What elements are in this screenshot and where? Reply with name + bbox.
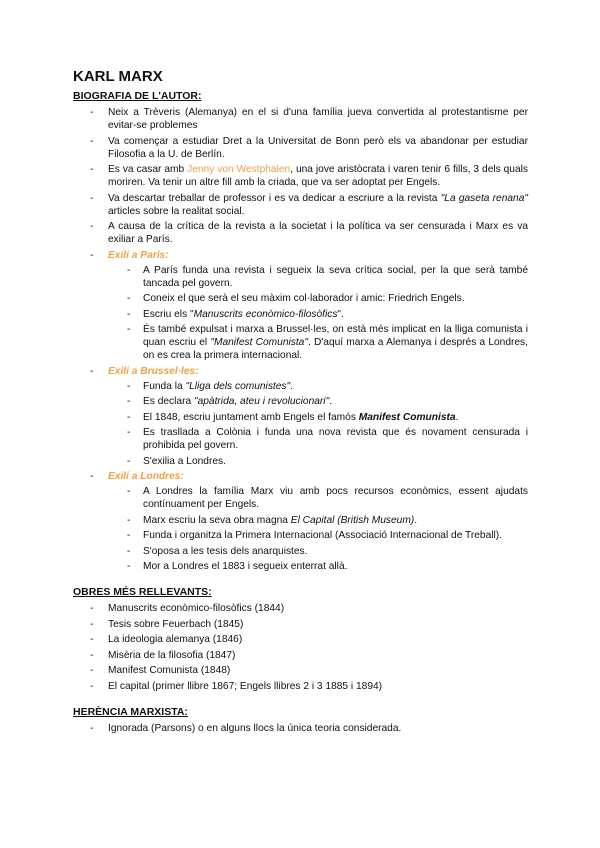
list-item: - Coneix el que serà el seu màxim col·laborador i amic: Friedrich Engels. [108,292,528,305]
list-item: - Marx escriu la seva obra magna El Capital (British Museum). [108,514,528,527]
page-title: KARL MARX [73,68,163,85]
london-list [108,485,528,573]
highlighted-name: Jenny von Westphalen [187,164,291,175]
list-item: - Funda i organitza la Primera Internacional (Associació Internacional de Treball). [108,529,528,542]
list-item: - Va descartar treballar de professor i es va dedicar a escriure a la revista "La gaseta renana" articles sobre la realitat social. [73,192,528,218]
list-item: - Manifest Comunista (1848) [73,664,528,677]
biography-list [73,106,528,573]
works-heading: OBRES MÉS RELLEVANTS: [73,586,212,598]
list-item: - Es trasllada a Colònia i funda una nova revista que és novament censurada i prohibida pel govern. [108,426,528,452]
subsection-brussels [73,365,528,468]
subsection-paris [73,249,528,363]
list-item: - Va començar a estudiar Dret a la Universitat de Bonn però els va abandonar per estudiar Filosofia a la U. de Berlín. [73,135,528,161]
subsection-label: Exili a París: [108,249,169,261]
brussels-list [108,380,528,468]
list-item: - Neix a Trèveris (Alemanya) en el si d'una família jueva convertida al protestantisme per evitar-se problemes [73,106,528,132]
list-item: - Manuscrits econòmico-filosòfics (1844) [73,602,528,615]
legacy-heading: HERÈNCIA MARXISTA: [73,705,188,718]
list-item: - Es declara "apàtrida, ateu i revolucionari". [108,395,528,408]
paris-list [108,264,528,363]
list-item: - Escriu els "Manuscrits econòmico-filosòfics". [108,308,528,321]
biography-heading: BIOGRAFIA DE L'AUTOR: [73,90,202,102]
list-item: - A causa de la crítica de la revista a la societat i la política va ser censurada i Marx es va exiliar a París. [73,220,528,246]
subsection-london [73,470,528,573]
list-item: - Tesis sobre Feuerbach (1845) [73,618,528,631]
list-item: - S'exilia a Londres. [108,455,528,468]
list-item: - S'oposa a les tesis dels anarquistes. [108,545,528,558]
list-item: - El 1848, escriu juntament amb Engels el famós Manifest Comunista. [108,411,528,424]
list-item: - Ignorada (Parsons) o en alguns llocs la única teoria considerada. [73,722,528,735]
list-item: - Mor a Londres el 1883 i segueix enterrat allà. [108,560,528,573]
list-item: - Es va casar amb Jenny von Westphalen, una jove aristòcrata i varen tenir 6 fills, 3 dels quals moriren. Va tenir un altre fill amb la criada, que va ser adoptat per Engels. [73,163,528,189]
legacy-list [73,722,528,735]
list-item: - A París funda una revista i segueix la seva crítica social, per la que serà també tancada pel govern. [108,264,528,290]
subsection-label: Exili a Londres: [108,471,184,482]
works-list [73,602,528,693]
list-item: - A Londres la família Marx viu amb pocs recursos econòmics, essent ajudats contínuament per Engels. [108,485,528,511]
list-item: - El capital (primer llibre 1867; Engels llibres 2 i 3 1885 i 1894) [73,680,528,693]
subsection-label: Exili a Brussel·les: [108,365,199,377]
document-page [73,68,528,737]
list-item: - Misèria de la filosofia (1847) [73,649,528,662]
list-item: - La ideologia alemanya (1846) [73,633,528,646]
list-item: - Funda la "Lliga dels comunistes". [108,380,528,393]
list-item: - És també expulsat i marxa a Brussel·les, on està més implicat en la lliga comunista i quan escriu el "Manifest Comunista". D'aquí marxa a Alemanya i després a Londres, on es crea la primera internacional. [108,323,528,362]
